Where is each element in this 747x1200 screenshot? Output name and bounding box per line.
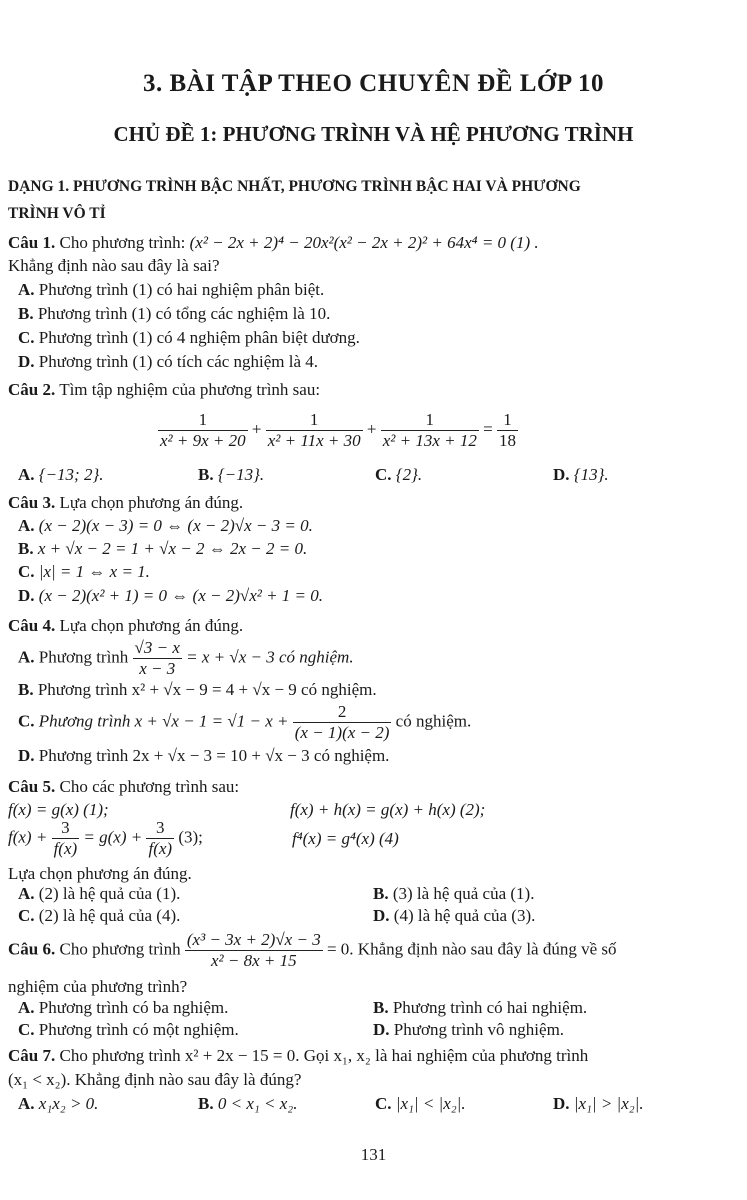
option-a: A. (x − 2)(x − 3) = 0 ⇔ (x − 2)√x − 3 = 0. <box>18 516 313 535</box>
option-b: B. Phương trình x² + √x − 9 = 4 + √x − 9 có nghiệm. <box>18 680 377 699</box>
question-1-line2: Khẳng định nào sau đây là sai? <box>8 256 220 275</box>
equation-4: f⁴(x) = g⁴(x) (4) <box>292 829 399 848</box>
option-b: B. x + √x − 2 = 1 + √x − 2 ⇔ 2x − 2 = 0. <box>18 539 308 558</box>
option-b: B. (3) là hệ quả của (1). <box>373 884 535 903</box>
question-1 <box>8 233 539 253</box>
question-7-line2: (x₁ < x₂). Khẳng định nào sau đây là đúng? <box>8 1070 302 1089</box>
question-2-equation: $\frac{1}{\text{x² + 9x + 20}}$ + $\frac{1}{\text{x² + 11x + 30}}$ + $\frac{1}{\text{x² + 13x + 12}}$ = $\frac{1}{18}$ <box>160 410 516 450</box>
question-5: Câu 5. Cho các phương trình sau: <box>8 777 240 796</box>
question-6-line2: nghiệm của phương trình? <box>8 977 188 996</box>
section-title: 3. BÀI TẬP THEO CHUYÊN ĐỀ LỚP 10 <box>143 70 604 97</box>
question-5-choose: Lựa chọn phương án đúng. <box>8 864 192 883</box>
option-a: A. {−13; 2}. <box>18 465 104 484</box>
option-d: D. (4) là hệ quả của (3). <box>373 906 536 925</box>
option-c: C. |x| = 1 ⇔ x = 1. <box>18 562 150 581</box>
option-b: B. 0 < x₁ < x₂. <box>198 1094 298 1113</box>
equation: (x² − 2x + 2)⁴ − 20x²(x² − 2x + 2)² + 64x⁴ = 0 (1) . <box>189 233 539 252</box>
option-a: A. Phương trình (1) có hai nghiệm phân biệt. <box>18 280 325 299</box>
question-label: Câu 1. <box>8 233 56 252</box>
option-d: D. (x − 2)(x² + 1) = 0 ⇔ (x − 2)√x² + 1 = 0. <box>18 586 324 605</box>
option-a: A. Phương trình $\frac{√3 - x}{x - 3}$ = x + √x − 3 có nghiệm. <box>18 638 354 678</box>
option-c: C. Phương trình x + √x − 1 = √1 − x + $\frac{2}{(x - 1)(x - 2)}$ có nghiệm. <box>18 702 472 742</box>
dang-title-line2: TRÌNH VÔ TỈ <box>8 205 106 222</box>
option-b: B. {−13}. <box>198 465 265 484</box>
option-c: C. Phương trình (1) có 4 nghiệm phân biệt dương. <box>18 328 360 347</box>
question-6: Câu 6. Cho phương trình $\frac{\text{(x³ − 3x + 2)√x − 3}}{\text{x² − 8x + 15}}$ = 0. Khẳng định nào sau đây là đúng về số <box>8 930 617 970</box>
option-c: C. (2) là hệ quả của (4). <box>18 906 181 925</box>
question-7: Câu 7. Cho phương trình x² + 2x − 15 = 0. Gọi x₁, x₂ là hai nghiệm của phương trình <box>8 1046 589 1065</box>
option-b: B. Phương trình (1) có tổng các nghiệm là 10. <box>18 304 331 323</box>
chapter-title: CHỦ ĐỀ 1: PHƯƠNG TRÌNH VÀ HỆ PHƯƠNG TRÌNH <box>113 122 634 146</box>
dang-title-line1: DẠNG 1. PHƯƠNG TRÌNH BẬC NHẤT, PHƯƠNG TRÌNH BẬC HAI VÀ PHƯƠNG <box>8 178 581 195</box>
option-c: C. {2}. <box>375 465 423 484</box>
equation-1: f(x) = g(x) (1); <box>8 800 109 819</box>
equation-2: f(x) + h(x) = g(x) + h(x) (2); <box>290 800 486 819</box>
question-text: Cho phương trình: <box>59 233 186 252</box>
option-b: B. Phương trình có hai nghiệm. <box>373 998 588 1017</box>
option-a: A. (2) là hệ quả của (1). <box>18 884 181 903</box>
page-number: 131 <box>360 1145 387 1164</box>
option-d: D. Phương trình 2x + √x − 3 = 10 + √x − 3 có nghiệm. <box>18 746 390 765</box>
question-2: Câu 2. Tìm tập nghiệm của phương trình sau: <box>8 380 321 399</box>
option-a: A. x₁x₂ > 0. <box>18 1094 99 1113</box>
option-c: C. Phương trình có một nghiệm. <box>18 1020 239 1039</box>
question-3: Câu 3. Lựa chọn phương án đúng. <box>8 493 244 512</box>
equation-3: f(x) + $\frac{3}{f(x)}$ = g(x) + $\frac{3}{f(x)}$ (3); <box>8 818 203 858</box>
option-a: A. Phương trình có ba nghiệm. <box>18 998 229 1017</box>
option-c: C. |x₁| < |x₂|. <box>375 1094 466 1113</box>
option-d: D. |x₁| > |x₂|. <box>553 1094 644 1113</box>
option-d: D. Phương trình (1) có tích các nghiệm là 4. <box>18 352 319 371</box>
question-4: Câu 4. Lựa chọn phương án đúng. <box>8 616 244 635</box>
option-d: D. Phương trình vô nghiệm. <box>373 1020 565 1039</box>
option-d: D. {13}. <box>553 465 609 484</box>
